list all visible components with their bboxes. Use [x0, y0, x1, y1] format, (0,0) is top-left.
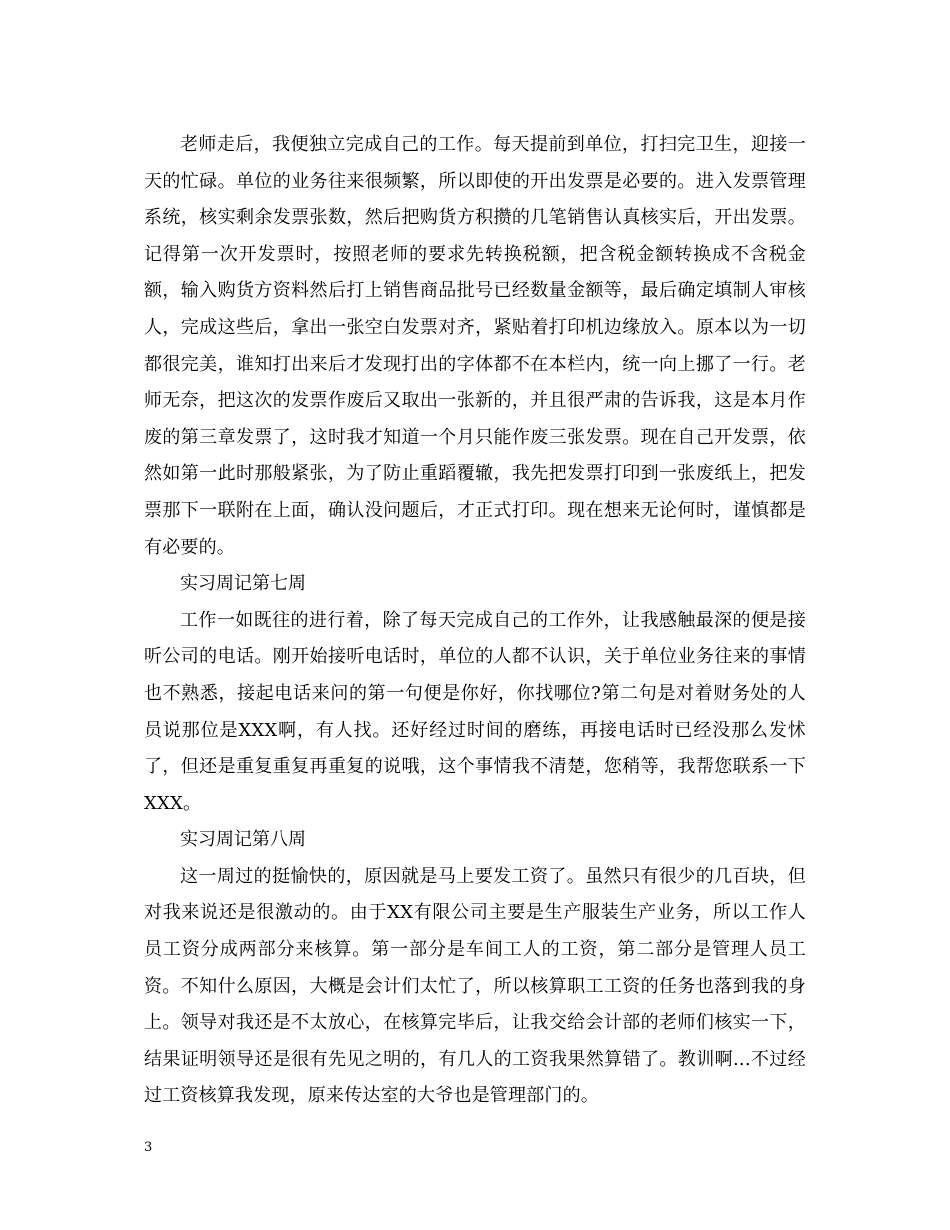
page-number: 3: [144, 1140, 153, 1155]
paragraph-week8-body: 这一周过的挺愉快的，原因就是马上要发工资了。虽然只有很少的几百块，但对我来说还是很激动的。由于XX有限公司主要是生产服装生产业务，所以工作人员工资分成两部分来核算。第一部分是车间工人的工资，第二部分是管理人员工资。不知什么原因，大概是会计们太忙了，所以核算职工工资的任务也落到我的身上。领导对我还是不太放心，在核算完毕后，让我交给会计部的老师们核实一下，结果证明领导还是很有先见之明的，有几人的工资我果然算错了。教训啊...不过经过工资核算我发现，原来传达室的大爷也是管理部门的。: [144, 865, 806, 1107]
heading-week7: 实习周记第七周: [180, 573, 306, 595]
paragraph-week6-body: 老师走后，我便独立完成自己的工作。每天提前到单位，打扫完卫生，迎接一天的忙碌。单位的业务往来很频繁，所以即使的开出发票是必要的。进入发票管理系统，核实剩余发票张数，然后把购货方积攒的几笔销售认真核实后，开出发票。记得第一次开发票时，按照老师的要求先转换税额，把含税金额转换成不含税金额，输入购货方资料然后打上销售商品批号已经数量金额等，最后确定填制人审核人，完成这些后，拿出一张空白发票对齐，紧贴着打印机边缘放入。原本以为一切都很完美，谁知打出来后才发现打出的字体都不在本栏内，统一向上挪了一行。老师无奈，把这次的发票作废后又取出一张新的，并且很严肃的告诉我，这是本月作废的第三章发票了，这时我才知道一个月只能作废三张发票。现在自己开发票，依然如第一此时那般紧张，为了防止重蹈覆辙，我先把发票打印到一张废纸上，把发票那下一联附在上面，确认没问题后，才正式打印。现在想来无论何时，谨慎都是有必要的。: [144, 134, 806, 558]
document-body: [144, 127, 806, 1115]
heading-week8: 实习周记第八周: [180, 829, 306, 851]
paragraph-week7-body: 工作一如既往的进行着，除了每天完成自己的工作外，让我感触最深的便是接听公司的电话。刚开始接听电话时，单位的人都不认识，关于单位业务往来的事情也不熟悉，接起电话来问的第一句便是你好，你找哪位?第二句是对着财务处的人员说那位是XXX啊，有人找。还好经过时间的磨练，再接电话时已经没那么发怵了，但还是重复重复再重复的说哦，这个事情我不清楚，您稍等，我帮您联系一下XXX。: [144, 609, 806, 814]
